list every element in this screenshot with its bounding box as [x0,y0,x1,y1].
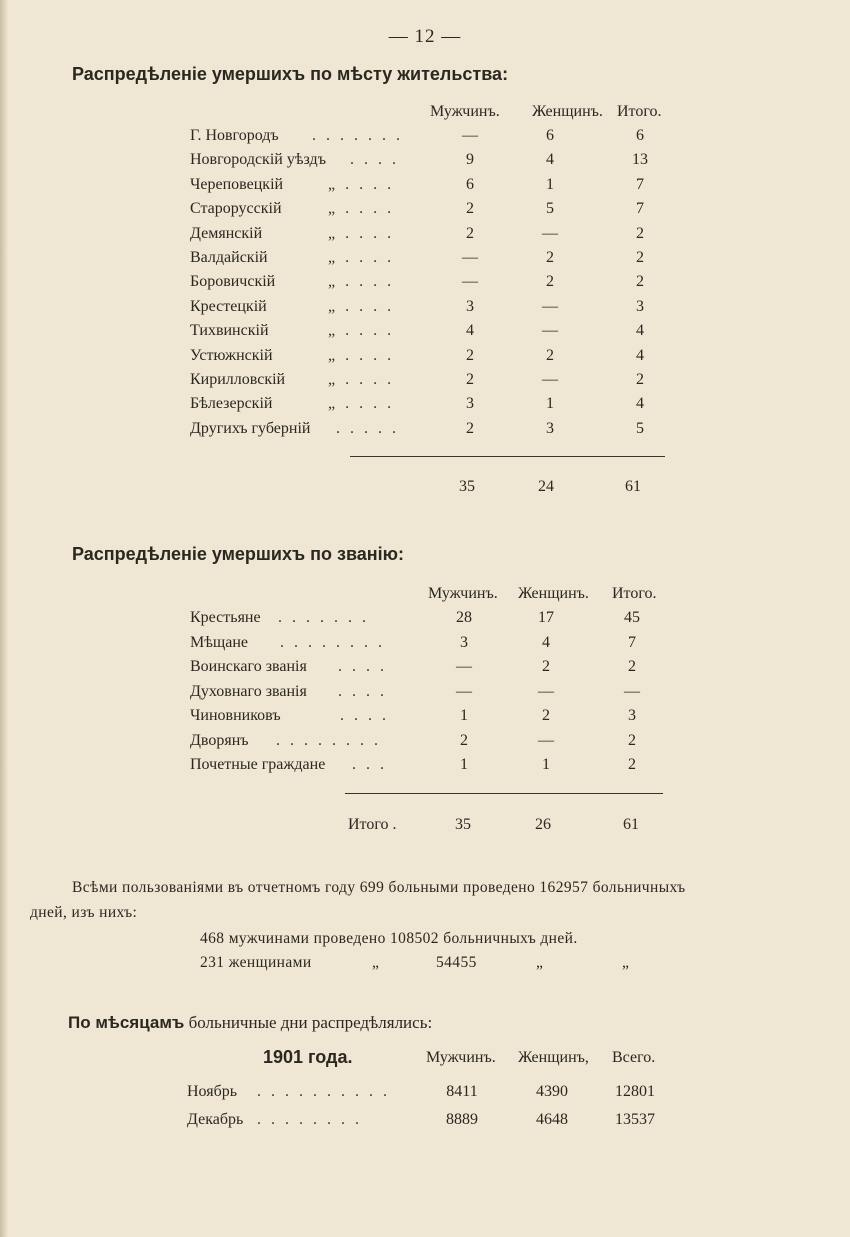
row-total: 3 [628,707,636,724]
row-total: 2 [628,731,636,749]
table-row [190,371,850,395]
s3-col-men: Мужчинъ. [426,1049,496,1066]
row-women: — [542,371,558,388]
row-leader: „ . . . . [328,249,395,266]
row-leader: „ . . . . [328,371,395,388]
row-women: — [542,297,558,315]
row-name: Воинскаго званія [190,658,307,675]
table-row [190,634,850,658]
row-leader: „ . . . . [328,224,395,242]
s2-total-rule [345,793,663,794]
row-men: — [462,249,478,266]
s1-col-men: Мужчинъ. [430,103,500,120]
row-total: 3 [636,297,644,315]
row-name: Другихъ губерній [190,419,311,437]
table-row [187,1083,850,1107]
row-name: Демянскій [190,224,263,242]
table-row [190,249,850,273]
year-label: 1901 года. [263,1047,353,1067]
row-leader: . . . . . . . . [276,731,381,749]
table-row [190,127,850,151]
row-women: — [538,731,554,749]
row-women: 2 [542,707,550,724]
section3-heading-rest: больничные дни распредѣлялись: [188,1013,433,1032]
row-name: Валдайскій [190,249,268,266]
s2-total-women: 26 [535,816,551,833]
table-row [190,609,850,633]
row-total: 5 [636,419,644,437]
row-men: 6 [466,175,474,193]
row-name: Старорусскій [190,200,282,218]
row-leader: . . . . [338,658,387,675]
paragraph-line-2: дней, изъ нихъ: [30,904,138,921]
row-men: — [462,127,478,144]
row-name: Боровичскій [190,273,276,291]
s1-total-men: 35 [459,478,475,495]
paragraph-men-line: 468 мужчинами проведено 108502 больничныхъ дней. [200,930,578,947]
row-women: 2 [546,346,554,364]
row-total: 45 [624,609,640,626]
row-name: Дворянъ [190,731,249,749]
row-leader: . . . . . . . . . . [257,1083,390,1100]
row-total: 2 [628,756,636,773]
row-women: 1 [546,395,554,413]
table-row [190,322,850,346]
s1-total-all: 61 [625,478,641,495]
table-row [187,1111,850,1135]
table-row [190,151,850,175]
row-leader: . . . [352,756,387,773]
paragraph-women-label: 231 женщинами [200,954,312,971]
table-row [190,756,850,780]
row-women: 2 [546,273,554,291]
row-women: — [542,224,558,242]
row-name: Кирилловскій [190,371,286,388]
s2-totals-row [0,816,850,840]
page-number: — 12 — [388,26,462,47]
table-row [190,707,850,731]
table-row [190,683,850,707]
row-total: 7 [636,175,644,193]
row-men: 2 [466,346,474,364]
row-name: Крестецкій [190,297,267,315]
table-row [190,395,850,419]
s1-total-women: 24 [538,478,554,495]
row-leader: . . . . [338,682,387,700]
row-name: Почетные граждане [190,756,326,773]
row-leader: . . . . . . . . [280,633,385,651]
row-men: 8889 [446,1111,478,1128]
row-total: 13537 [615,1111,655,1128]
row-women: 3 [546,419,554,437]
row-name: Ноябрь [187,1083,238,1100]
s2-totals-label: Итого . [348,816,397,833]
row-total: 2 [636,273,644,291]
row-name: Духовнаго званія [190,682,307,700]
row-name: Чиновниковъ [190,707,281,724]
row-leader: „ . . . . [328,175,395,193]
paragraph-women-ditto-3: „ [622,954,630,971]
table-row [190,420,850,444]
section2-heading: Распредѣленіе умершихъ по званію: [72,544,405,564]
row-women: 6 [546,127,554,144]
binding-shadow [0,0,8,1237]
row-women: 4648 [536,1111,568,1128]
row-leader: . . . . . . . [278,609,369,626]
row-total: 4 [636,346,644,364]
row-women: 1 [542,756,550,773]
row-leader: . . . . . . . [312,127,403,144]
row-men: 1 [460,707,468,724]
row-total: 2 [628,658,636,675]
row-men: 9 [466,151,474,169]
row-name: Г. Новгородъ [190,127,279,144]
row-total: 13 [632,151,648,169]
table-row [190,658,850,682]
section1-heading: Распредѣленіе умершихъ по мѣсту жительства: [72,64,509,84]
row-women: 2 [546,249,554,266]
row-men: 2 [466,224,474,242]
s2-col-total: Итого. [612,585,657,602]
row-men: 2 [466,200,474,218]
s1-col-total: Итого. [617,103,662,120]
s3-col-total: Всего. [612,1049,656,1066]
row-name: Новгородскій уѣздъ [190,151,326,169]
row-women: 4390 [536,1083,568,1100]
row-men: 2 [460,731,468,749]
row-women: 4 [546,151,554,169]
s2-total-men: 35 [455,816,471,833]
row-men: — [456,658,472,675]
table-row [190,200,850,224]
table-row [190,732,850,756]
section3-heading [68,1013,432,1033]
row-name: Декабрь [187,1111,244,1128]
s1-totals-row [0,478,850,502]
row-men: 3 [466,395,474,413]
row-name: Устюжнскій [190,346,273,364]
row-men: — [456,682,472,700]
row-women: 17 [538,609,554,626]
row-total: 7 [636,200,644,218]
paragraph-women-value: 54455 [436,954,477,971]
row-leader: . . . . . . . . [257,1111,362,1128]
section3-heading-bold: По мѣсяцамъ [68,1013,185,1032]
row-women: 4 [542,633,550,651]
row-total: 12801 [615,1083,655,1100]
row-leader: . . . . [350,151,399,169]
table-row [190,273,850,297]
s2-col-women: Женщинъ. [518,585,589,602]
row-men: 2 [466,371,474,388]
row-men: 1 [460,756,468,773]
paragraph-women-ditto-2: „ [536,954,544,971]
s1-col-women: Женщинъ. [532,103,603,120]
row-men: 2 [466,419,474,437]
s2-total-all: 61 [623,816,639,833]
paragraph-women-ditto-1: „ [372,954,380,971]
row-leader: „ . . . . [328,297,395,315]
row-women: — [538,682,554,700]
row-total: — [624,682,640,700]
row-leader: „ . . . . [328,395,395,413]
table-row [190,347,850,371]
row-leader: . . . . . [336,419,399,437]
row-men: — [462,273,478,291]
table-row [190,298,850,322]
s1-total-rule [350,456,665,457]
row-total: 2 [636,371,644,388]
row-men: 3 [460,633,468,651]
row-women: 2 [542,658,550,675]
row-men: 4 [466,322,474,340]
table-row [190,225,850,249]
row-total: 2 [636,249,644,266]
row-leader: „ . . . . [328,273,395,291]
s3-col-women: Женщинъ, [518,1049,589,1066]
row-men: 28 [456,609,472,626]
row-men: 8411 [446,1083,478,1100]
row-name: Крестьяне [190,609,261,626]
row-total: 6 [636,127,644,144]
row-women: 1 [546,175,554,193]
row-women: 5 [546,200,554,218]
row-leader: „ . . . . [328,346,395,364]
row-leader: „ . . . . [328,200,395,218]
row-leader: „ . . . . [328,322,395,340]
row-leader: . . . . [340,707,389,724]
row-men: 3 [466,297,474,315]
row-name: Тихвинскій [190,322,269,340]
row-total: 4 [636,322,644,340]
row-name: Череповецкій [190,175,284,193]
s2-col-men: Мужчинъ. [428,585,498,602]
row-name: Бѣлезерскій [190,395,273,413]
row-total: 4 [636,395,644,413]
paragraph-line-1: Всѣми пользованіями въ отчетномъ году 699 больными проведено 162957 больничныхъ [72,879,686,896]
row-total: 7 [628,633,636,651]
row-total: 2 [636,224,644,242]
row-name: Мѣщане [190,633,248,651]
row-women: — [542,322,558,340]
table-row [190,176,850,200]
